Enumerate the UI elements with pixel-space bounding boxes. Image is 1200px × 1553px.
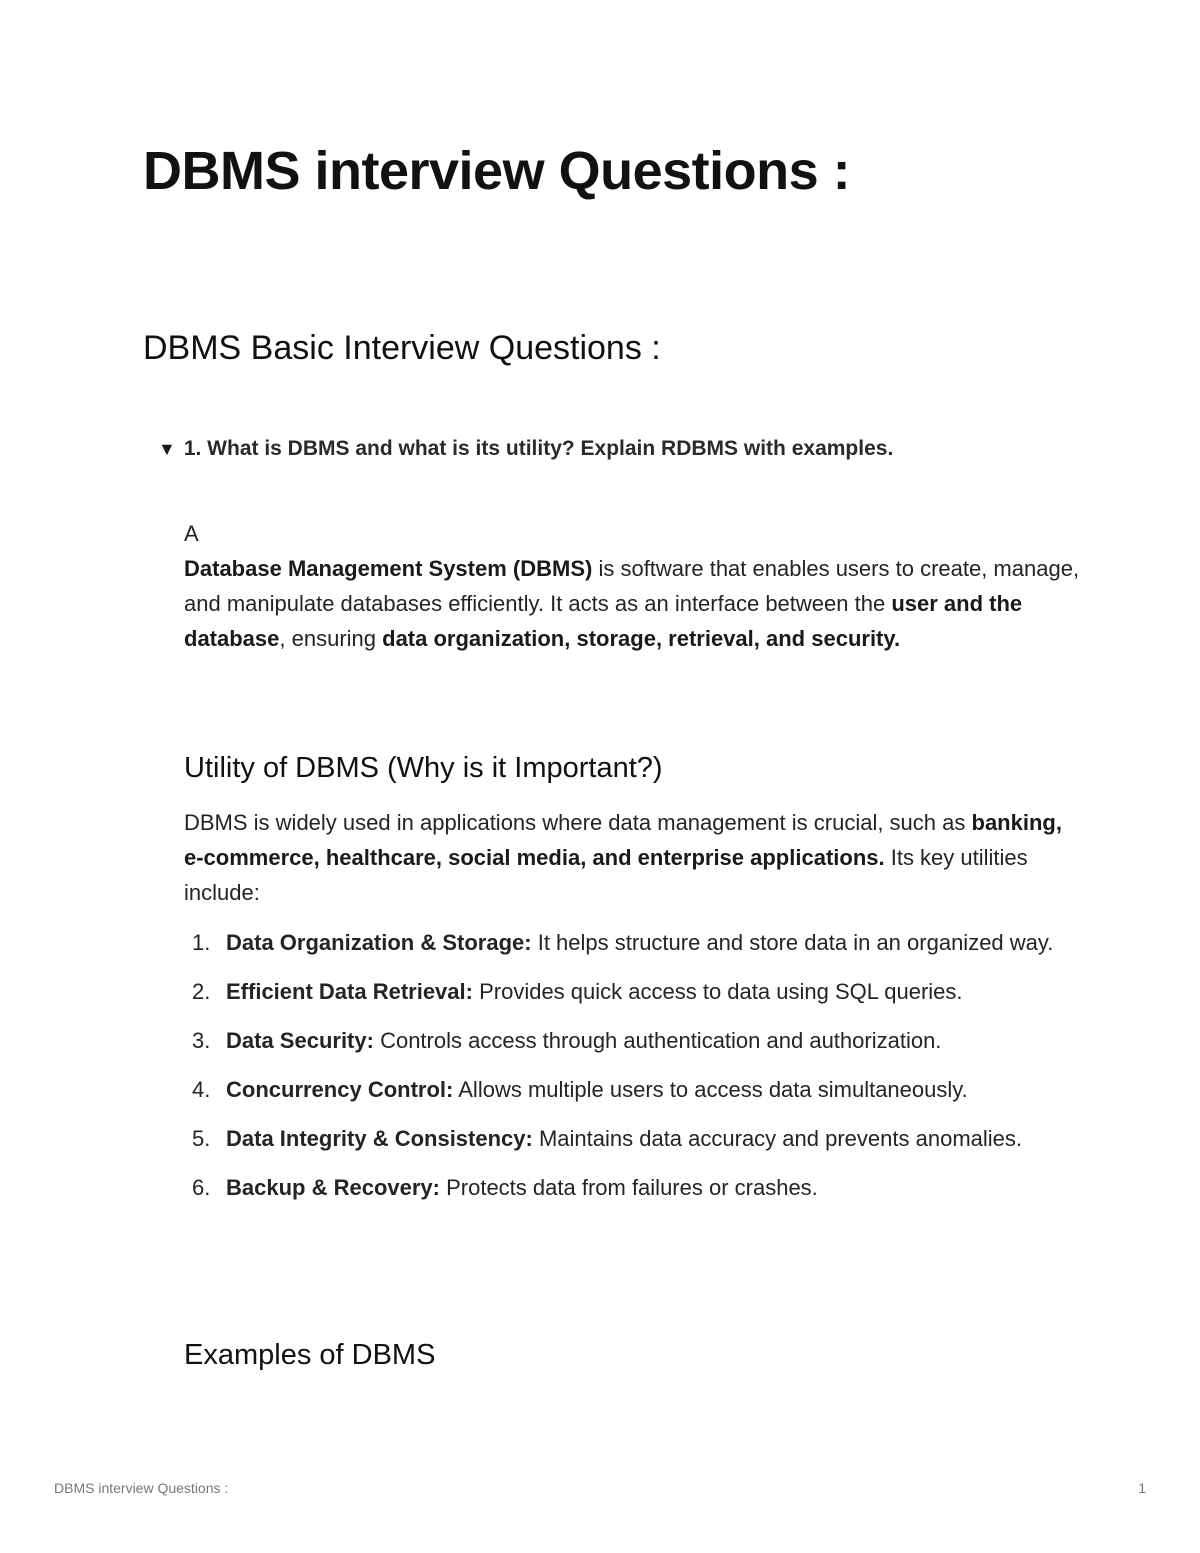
answer-definition	[184, 551, 1084, 656]
answer-text-2: , ensuring	[279, 626, 383, 651]
answer-intro-letter: A	[184, 521, 199, 546]
list-number: 5.	[192, 1126, 211, 1151]
examples-heading: Examples of DBMS	[184, 1339, 436, 1371]
list-item	[184, 1121, 1084, 1156]
utility-text-2: Its key utilities include:	[184, 845, 1028, 905]
footer-page-number: 1	[1138, 1480, 1146, 1496]
list-desc: It helps structure and store data in an organized way.	[531, 930, 1054, 955]
utility-list	[184, 925, 1084, 1219]
list-desc: Maintains data accuracy and prevents anomalies.	[532, 1126, 1022, 1151]
list-desc: Protects data from failures or crashes.	[439, 1175, 818, 1200]
list-term: Data Security:	[226, 1028, 374, 1053]
utility-bold-1: banking, e-commerce, healthcare, social media, and enterprise applications.	[184, 810, 1062, 870]
page-title: DBMS interview Questions :	[143, 141, 851, 201]
utility-heading: Utility of DBMS (Why is it Important?)	[184, 752, 663, 784]
list-term: Data Integrity & Consistency:	[226, 1126, 533, 1151]
list-item	[184, 1072, 1084, 1107]
utility-paragraph	[184, 805, 1084, 910]
question-toggle[interactable]	[158, 437, 893, 461]
list-item	[184, 1170, 1084, 1205]
list-desc: Controls access through authentication and authorization.	[373, 1028, 942, 1053]
list-item	[184, 925, 1084, 960]
list-term: Efficient Data Retrieval:	[226, 979, 473, 1004]
list-number: 1.	[192, 930, 211, 955]
list-number: 4.	[192, 1077, 211, 1102]
answer-bold-2: data organization, storage, retrieval, and security.	[382, 626, 901, 651]
list-number: 6.	[192, 1175, 211, 1200]
footer-title: DBMS interview Questions :	[54, 1480, 229, 1496]
utility-text-1: DBMS is widely used in applications where data management is crucial, such as	[184, 810, 972, 835]
answer-bold-1: user and the database	[184, 591, 1023, 651]
list-desc: Allows multiple users to access data simultaneously.	[453, 1077, 968, 1102]
list-term: Data Organization & Storage:	[226, 930, 532, 955]
list-term: Backup & Recovery:	[226, 1175, 440, 1200]
definition-term: Database Management System (DBMS)	[184, 556, 593, 581]
section-heading: DBMS Basic Interview Questions :	[143, 329, 661, 367]
answer-paragraph	[184, 516, 1084, 656]
list-number: 2.	[192, 979, 211, 1004]
list-item	[184, 974, 1084, 1009]
list-desc: Provides quick access to data using SQL queries.	[472, 979, 963, 1004]
list-item	[184, 1023, 1084, 1058]
question-label: 1. What is DBMS and what is its utility? Explain RDBMS with examples.	[183, 437, 894, 460]
answer-text-1: is software that enables users to create, manage, and manipulate databases efficiently. It acts as an interface between the	[184, 556, 1080, 616]
triangle-down-icon[interactable]: ▼	[158, 438, 176, 459]
list-term: Concurrency Control:	[226, 1077, 454, 1102]
list-number: 3.	[192, 1028, 211, 1053]
